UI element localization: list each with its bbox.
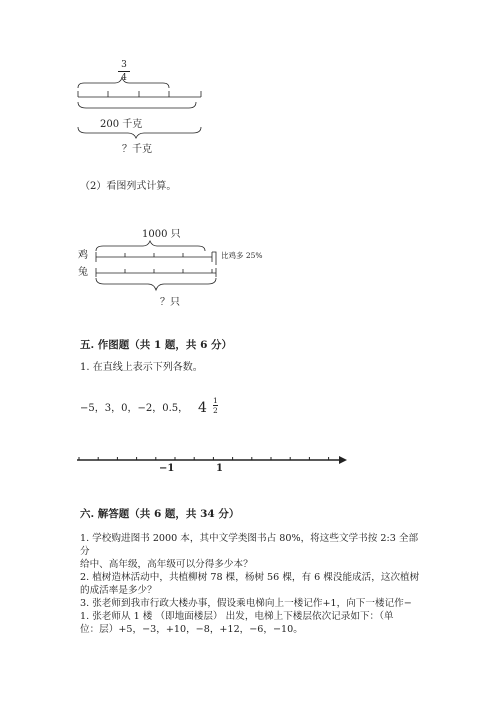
mixed-denominator: 2: [213, 406, 218, 415]
compare-label: 比鸡多 25%: [221, 251, 263, 260]
mixed-whole: 4: [198, 400, 207, 416]
question-2-line-1: 2. 植树造林活动中，共植柳树 78 棵，杨树 56 棵，有 6 棵没能成活，这次植树: [80, 572, 420, 583]
tick-label-1: 1: [216, 463, 223, 474]
question-2-line-2: 的成活率是多少？: [80, 585, 157, 596]
number-line-arrow-icon: [339, 456, 347, 464]
question-1-line-1: 1. 学校购进图书 2000 本，其中文学类图书占 80%，将这些文学书按 2:3 全部分: [80, 533, 419, 557]
section-6-heading: 六. 解答题（共 6 题，共 34 分）: [80, 508, 240, 520]
section-5-question-1: 1. 在直线上表示下列各数。: [80, 362, 203, 373]
unknown-weight-label: ？千克: [122, 144, 152, 155]
numbers-to-plot: −5，3，0，−2，0.5，: [80, 403, 189, 414]
chicken-count-label: 1000 只: [142, 229, 181, 240]
chicken-row-label: 鸡: [78, 250, 88, 261]
tick-label-neg-1: −1: [159, 463, 175, 474]
lower-brace: [78, 102, 196, 108]
chicken-rabbit-diagram: [90, 235, 290, 305]
mixed-number: [198, 396, 218, 416]
fraction-numerator: 3: [121, 60, 127, 70]
section-5-heading: 五. 作图题（共 1 题，共 6 分）: [80, 339, 233, 351]
total-weight-label: 200 千克: [100, 119, 143, 130]
rabbit-total-label: ？只: [160, 297, 180, 308]
rabbit-row-label: 兔: [78, 267, 88, 278]
question-1-line-2: 给中、高年级，高年级可以分得多少本？: [80, 559, 253, 570]
question-3-line-2: 1. 张老师从 1 楼 （即地面楼层） 出发，电梯上下楼层依次记录如下：（单: [80, 611, 394, 622]
mixed-numerator: 1: [213, 396, 218, 405]
number-line: [75, 452, 355, 472]
sub-question-2: （2）看图列式计算。: [80, 181, 177, 192]
question-3-line-3: 位：层）+5，−3，+10，−8，+12，−6，−10。: [80, 624, 303, 635]
question-3-line-1: 3. 张老师到我市行政大楼办事，假设乘电梯向上一楼记作+1，向下一楼记作−: [80, 598, 412, 609]
fraction-denominator: 4: [121, 73, 127, 83]
question-1: [80, 532, 420, 636]
fraction-three-quarters: [118, 60, 130, 83]
